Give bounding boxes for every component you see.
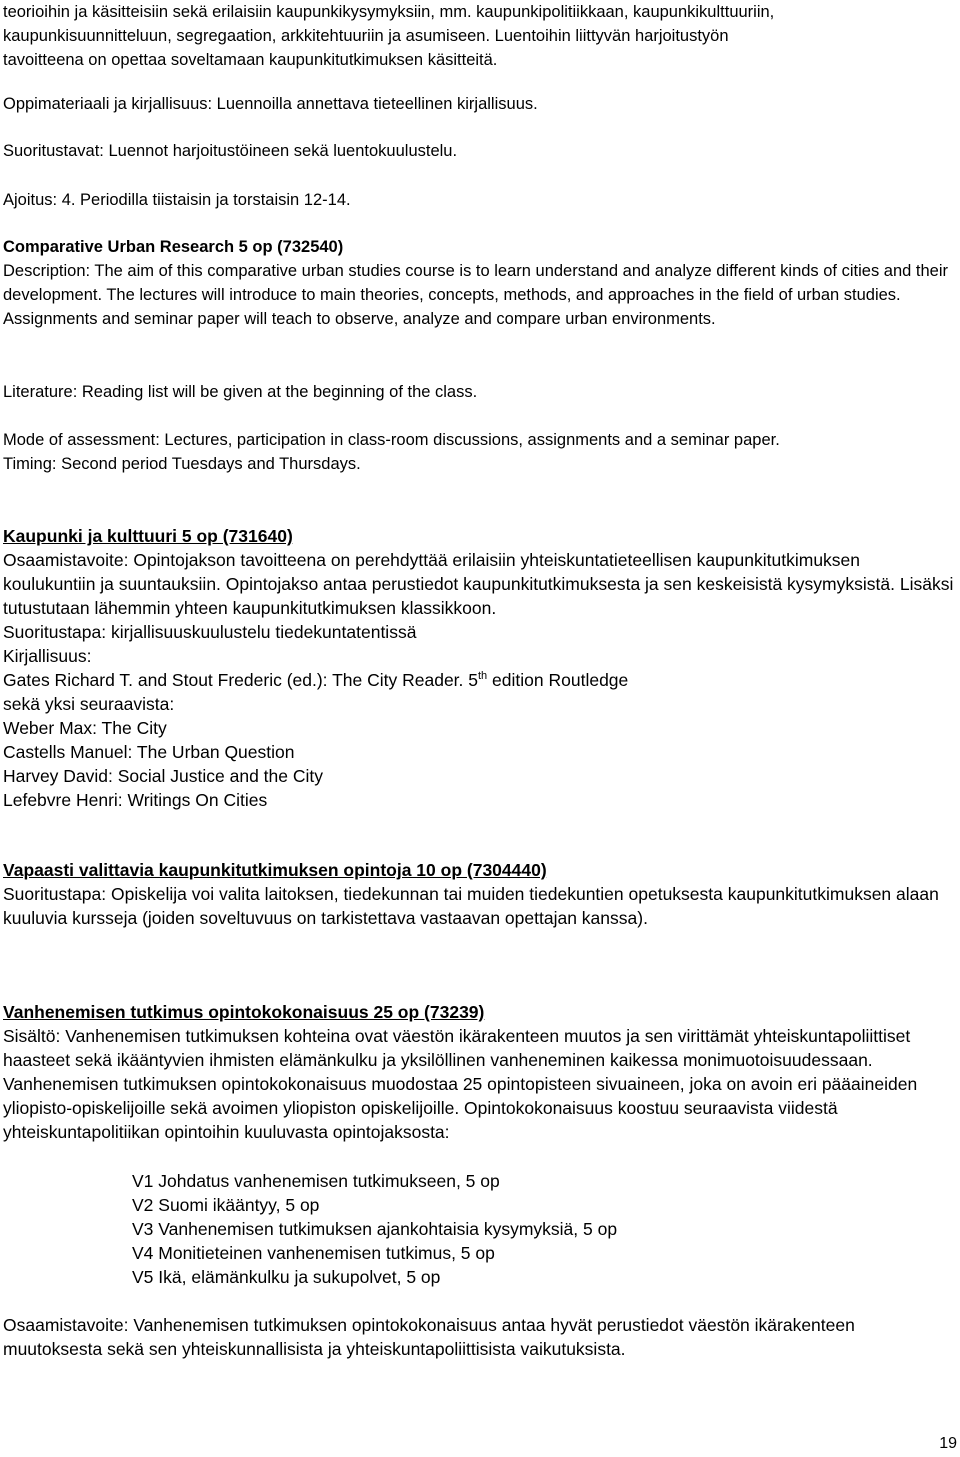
comparative-description: Description: The aim of this comparative urban studies course is to learn understand and analyze different kinds of cities and their development. The lectures will introduce to main theories, concepts, methods, and approaches in the field of urban studies. Assignments and seminar paper will teach to observe, analyze and compare urban environments. — [3, 262, 948, 328]
kulttuuri-goal: Osaamistavoite: Opintojakson tavoitteena on perehdyttää erilaisiin yhteiskuntatieteellisen kaupunkitutkimuksen koulukuntiin ja suuntauksiin. Opintojakso antaa perustiedot kaupunkitutkimuksesta ja sen keskeisistä kysymyksistä. Lisäksi tutustutaan lähemmin yhteen kaupunkitutkimuksen klassikkoon. — [3, 550, 954, 618]
comparative-literature: Literature: Reading list will be given at the beginning of the class. — [3, 383, 478, 401]
kulttuuri-option: Harvey David: Social Justice and the City — [3, 766, 323, 786]
book-title: Gates Richard T. and Stout Frederic (ed.): The City Reader. 5 — [3, 670, 478, 690]
kulttuuri-choose: sekä yksi seuraavista: — [3, 694, 175, 714]
comparative-title: Comparative Urban Research 5 op (732540) — [3, 238, 344, 256]
kulttuuri-literature-label: Kirjallisuus: — [3, 646, 92, 666]
intro-line-2: kaupunkisuunnitteluun, segregaation, arkkitehtuuriin ja asumiseen. Luentoihin liittyvän harjoitustyön — [3, 27, 729, 45]
list-item: V4 Monitieteinen vanhenemisen tutkimus, 5 op — [132, 1243, 495, 1263]
list-item: V1 Johdatus vanhenemisen tutkimukseen, 5 op — [132, 1171, 500, 1191]
vanhenemisen-course-list — [132, 1169, 952, 1289]
vapaasti-title: Vapaasti valittavia kaupunkitutkimuksen opintoja 10 op (7304440) — [3, 860, 547, 880]
kulttuuri-option: Lefebvre Henri: Writings On Cities — [3, 790, 268, 810]
kulttuuri-method: Suoritustapa: kirjallisuuskuulustelu tiedekuntatentissä — [3, 622, 417, 642]
intro-section — [3, 0, 955, 72]
vapaasti-section — [3, 858, 955, 930]
intro-line-1: teorioihin ja käsitteisiin sekä erilaisiin kaupunkikysymyksiin, mm. kaupunkipolitiikkaan, kaupunkikulttuuriin, — [3, 3, 775, 21]
book-publisher: edition Routledge — [487, 670, 629, 690]
vanhenemisen-content: Sisältö: Vanhenemisen tutkimuksen kohteina ovat väestön ikärakenteen muutos ja sen virittämät yhteiskuntapoliittiset haasteet sekä ikääntyvien ihmisten elämänkulku ja yksilöllinen vanheneminen kaikessa monimuotoisuudessaan. Vanhenemisen tutkimuksen opintokokonaisuus muodostaa 25 opintopisteen sivuaineen, joka on avoin eri pääaineiden yliopisto-opiskelijoille sekä avoimen yliopiston opiskelijoille. Opintokokonaisuus koostuu seuraavista viidestä yhteiskuntapolitiikan opintoihin kuuluvasta opintojaksosta: — [3, 1026, 918, 1142]
kulttuuri-main-book — [3, 668, 955, 692]
methods-text: Suoritustavat: Luennot harjoitustöineen sekä luentokuulustelu. — [3, 142, 458, 160]
list-item: V3 Vanhenemisen tutkimuksen ajankohtaisia kysymyksiä, 5 op — [132, 1219, 618, 1239]
vanhenemisen-title: Vanhenemisen tutkimus opintokokonaisuus 25 op (73239) — [3, 1002, 485, 1022]
vanhenemisen-goal: Osaamistavoite: Vanhenemisen tutkimuksen opintokokonaisuus antaa hyvät perustiedot väestön ikärakenteen muutoksesta sekä sen yhteiskunnallisista ja yhteiskuntapoliittisista vaikutuksista. — [3, 1315, 855, 1359]
kulttuuri-title: Kaupunki ja kulttuuri 5 op (731640) — [3, 526, 293, 546]
intro-line-3: tavoitteena on opettaa soveltamaan kaupunkitutkimuksen käsitteitä. — [3, 51, 498, 69]
vanhenemisen-section — [3, 1000, 955, 1144]
vapaasti-method: Suoritustapa: Opiskelija voi valita laitoksen, tiedekunnan tai muiden tiedekuntien opetuksesta kaupunkitutkimuksen alaan kuuluvia kursseja (joiden soveltuvuus on tarkistettava vastaavan opettajan kanssa). — [3, 884, 939, 928]
kulttuuri-section — [3, 524, 955, 812]
kulttuuri-option: Castells Manuel: The Urban Question — [3, 742, 295, 762]
comparative-assessment-block — [3, 428, 955, 476]
list-item: V5 Ikä, elämänkulku ja sukupolvet, 5 op — [132, 1267, 441, 1287]
list-item: V2 Suomi ikääntyy, 5 op — [132, 1195, 320, 1215]
comparative-timing: Timing: Second period Tuesdays and Thursdays. — [3, 455, 361, 473]
book-edition-suffix: th — [478, 670, 488, 682]
comparative-assessment: Mode of assessment: Lectures, participation in class-room discussions, assignments and a seminar paper. — [3, 431, 780, 449]
page-number: 19 — [939, 1435, 957, 1452]
comparative-section — [3, 235, 955, 331]
kulttuuri-option: Weber Max: The City — [3, 718, 167, 738]
materials-text: Oppimateriaali ja kirjallisuus: Luennoilla annettava tieteellinen kirjallisuus. — [3, 95, 538, 113]
timing-text: Ajoitus: 4. Periodilla tiistaisin ja torstaisin 12-14. — [3, 191, 351, 209]
